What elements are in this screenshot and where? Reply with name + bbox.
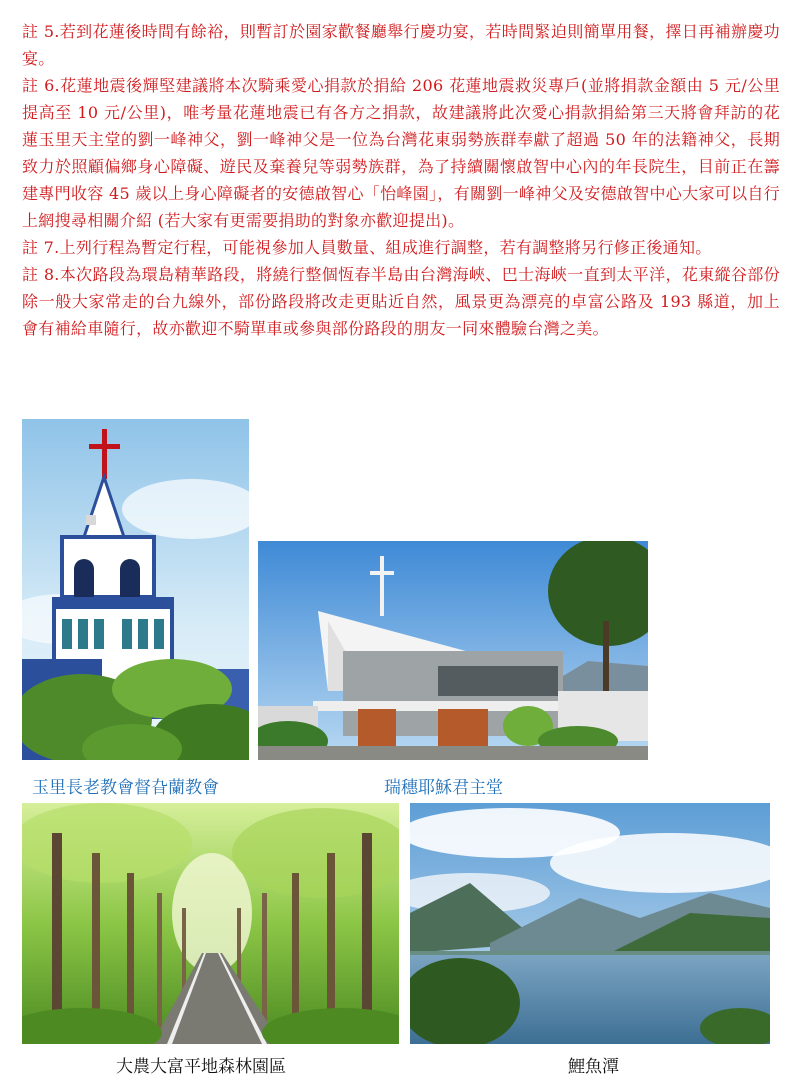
notes-section	[22, 18, 780, 342]
ruisui-church-caption: 瑞穗耶穌君主堂	[384, 778, 503, 798]
note-7: 註 7.上列行程為暫定行程，可能視參加人員數量、組成進行調整，若有調整將另行修正後通知。	[22, 238, 712, 257]
note-5: 註 5.若到花蓮後時間有餘裕，則暫訂於園家歡餐廳舉行慶功宴，若時間緊迫則簡單用餐，擇日再補辦慶功宴。	[22, 22, 780, 68]
yuli-church-caption: 玉里長老教會督旮蘭教會	[32, 778, 219, 798]
note-8: 註 8.本次路段為環島精華路段，將繞行整個恆春半島由台灣海峽、巴士海峽一直到太平洋，花東縱谷部份除一般大家常走的台九線外，部份路段將改走更貼近自然，風景更為漂亮的卓富公路及 193 縣道，加上會有補給車隨行，故亦歡迎不騎單車或參與部份路段的朋友一同來體驗台灣之美。	[22, 265, 780, 338]
danong-forest-caption: 大農大富平地森林園區	[116, 1057, 286, 1077]
yuli-church-photo	[22, 419, 249, 760]
note-6: 註 6.花蓮地震後輝堅建議將本次騎乘愛心捐款於捐給 206 花蓮地震救災專戶(並將捐款金額由 5 元/公里提高至 10 元/公里)，唯考量花蓮地震已有各方之捐款，故建議將此次愛心捐款捐給第三天將會拜訪的花蓮玉里天主堂的劉一峰神父，劉一峰神父是一位為台灣花東弱勢族群奉獻了超過 50 年的法籍神父，長期致力於照顧偏鄉身心障礙、遊民及棄養兒等弱勢族群，為了持續關懷啟智中心內的年長院生，目前正在籌建專門收容 45 歲以上身心障礙者的安德啟智心「怡峰園」，有關劉一峰神父及安德啟智中心大家可以自行上網搜尋相關介紹 (若大家有更需要捐助的對象亦歡迎提出)。	[22, 76, 780, 230]
danong-forest-photo	[22, 803, 399, 1044]
ruisui-church-photo	[258, 541, 648, 760]
liyu-lake-caption: 鯉魚潭	[568, 1057, 619, 1077]
liyu-lake-photo	[410, 803, 770, 1044]
